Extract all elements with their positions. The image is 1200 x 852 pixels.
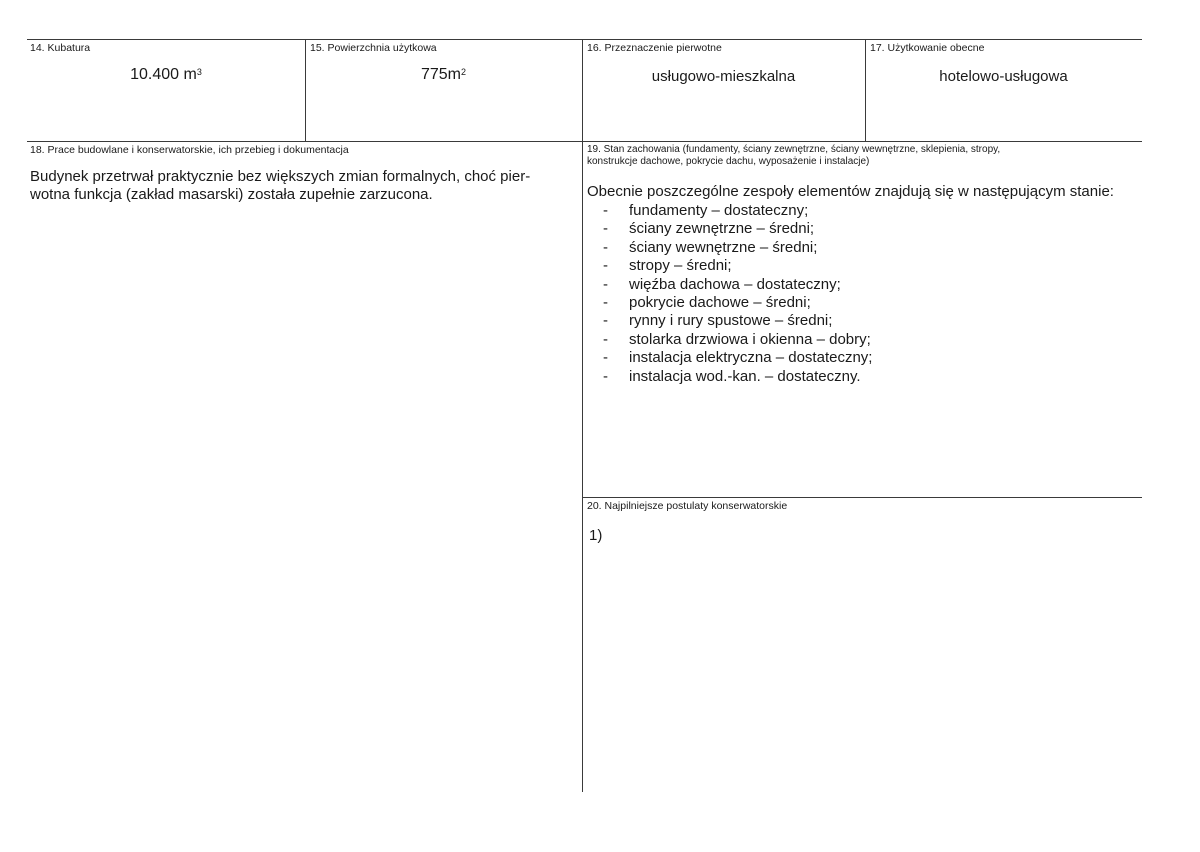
field-19-label-line-2: konstrukcje dachowe, pokrycie dachu, wyposażenie i instalacje): [587, 156, 870, 167]
field-15-value: [305, 66, 582, 84]
field-16-label: 16. Przeznaczenie pierwotne: [587, 42, 722, 54]
bullet-dash: -: [603, 220, 608, 238]
field-15-value-text: 775m: [420, 66, 461, 83]
row-divider-1: [27, 141, 1142, 142]
condition-text: instalacja elektryczna – dostateczny;: [629, 349, 873, 367]
column-divider-16-17: [865, 39, 866, 142]
bullet-dash: -: [603, 238, 608, 256]
field-19-label-line-1: 19. Stan zachowania (fundamenty, ściany zewnętrzne, ściany wewnętrzne, sklepienia, stropy,: [587, 144, 1001, 155]
field-20-text: 1): [589, 527, 603, 544]
field-18-text-line-2: wotna funkcja (zakład masarski) została zupełnie zarzucona.: [30, 186, 433, 203]
field-14-value-text: 10.400 m: [130, 66, 197, 83]
section-20-top-border: [582, 497, 1142, 498]
field-17-label: 17. Użytkowanie obecne: [870, 42, 985, 54]
field-18-text-line-1: Budynek przetrwał praktycznie bez większych zmian formalnych, choć pier-: [30, 168, 531, 185]
column-divider-main: [582, 39, 583, 792]
condition-item: [603, 257, 1163, 275]
condition-text: stolarka drzwiowa i okienna – dobry;: [629, 330, 871, 348]
condition-item: [603, 276, 1163, 294]
bullet-dash: -: [603, 257, 608, 275]
condition-item: [603, 312, 1163, 330]
condition-item: [603, 349, 1163, 367]
condition-list: [603, 202, 1163, 386]
condition-item: [603, 294, 1163, 312]
bullet-dash: -: [603, 367, 608, 385]
condition-item: [603, 239, 1163, 257]
condition-text: stropy – średni;: [629, 257, 732, 275]
field-17-value: hotelowo-usługowa: [939, 68, 1068, 85]
field-20-label: 20. Najpilniejsze postulaty konserwatorskie: [587, 500, 788, 512]
condition-item: [603, 368, 1163, 386]
condition-text: instalacja wod.-kan. – dostateczny.: [629, 367, 861, 385]
field-14-value: [27, 66, 305, 84]
condition-text: ściany wewnętrzne – średni;: [629, 238, 818, 256]
condition-text: rynny i rury spustowe – średni;: [629, 312, 833, 330]
top-border: [27, 39, 1142, 40]
field-14-value-superscript: 3: [196, 67, 202, 77]
bullet-dash: -: [603, 330, 608, 348]
condition-text: fundamenty – dostateczny;: [629, 202, 809, 219]
field-14-label: 14. Kubatura: [30, 42, 91, 54]
condition-item: [603, 220, 1163, 238]
bullet-dash: -: [603, 349, 608, 367]
field-15-label: 15. Powierzchnia użytkowa: [310, 42, 437, 54]
bullet-dash: -: [603, 275, 608, 293]
condition-text: ściany zewnętrzne – średni;: [629, 220, 815, 238]
condition-text: pokrycie dachowe – średni;: [629, 294, 811, 312]
condition-item: [603, 202, 1163, 220]
bullet-dash: -: [603, 202, 608, 219]
field-18-label: 18. Prace budowlane i konserwatorskie, ich przebieg i dokumentacja: [30, 144, 349, 156]
condition-item: [603, 331, 1163, 349]
bullet-dash: -: [603, 294, 608, 312]
field-19-intro: Obecnie poszczególne zespoły elementów znajdują się w następującym stanie:: [587, 183, 1114, 200]
field-16-value: usługowo-mieszkalna: [651, 68, 796, 85]
condition-text: więźba dachowa – dostateczny;: [629, 275, 841, 293]
column-divider-14-15: [305, 39, 306, 142]
bullet-dash: -: [603, 312, 608, 330]
field-15-value-superscript: 2: [461, 67, 467, 77]
